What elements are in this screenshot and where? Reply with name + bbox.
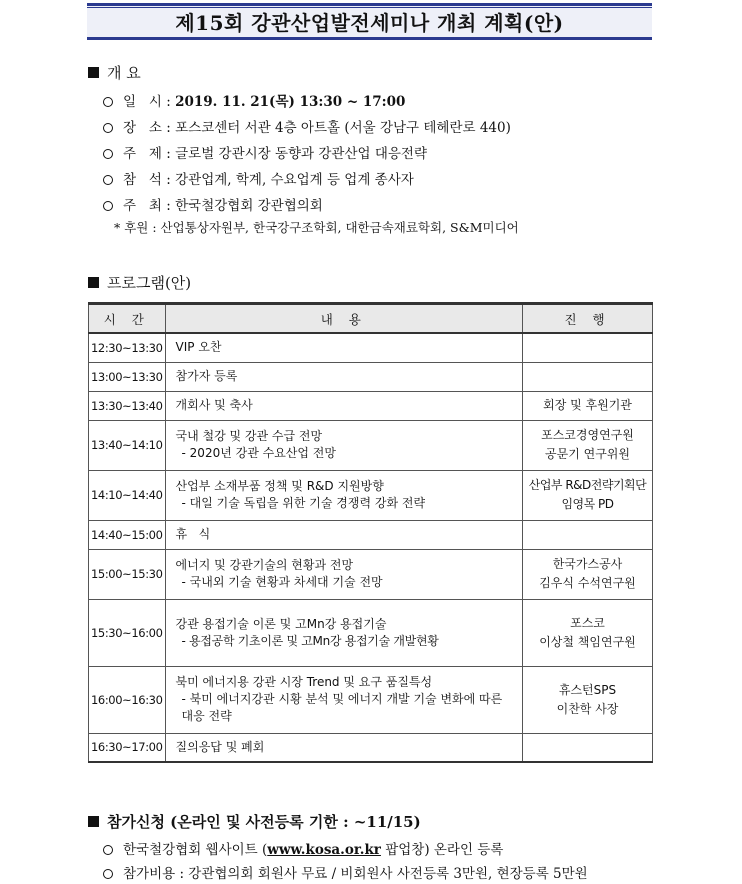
table-row: 13:00~13:30 참가자 등록 [89,362,653,391]
table-row: 15:30~16:00 강관 용접기술 이론 및 고Mn강 용접기술 - 용접공학 기초이론 및 고Mn강 용접기술 개발현황 포스코 이상철 책임연구원 [89,599,653,666]
table-row: 14:40~15:00 휴 식 [89,520,653,549]
circle-bullet-icon [103,123,113,133]
registration-heading: 참가신청 (온라인 및 사전등록 기한 : ~11/15) [88,811,421,832]
table-row: 16:00~16:30 북미 에너지용 강관 시장 Trend 및 요구 품질특성 - 북미 에너지강관 시황 분석 및 에너지 개발 기술 변화에 따른 대응 전략 휴스턴SPS 이찬학 사장 [89,666,653,733]
kosa-website-link[interactable]: www.kosa.or.kr [267,842,381,858]
header-time: 시 간 [89,304,166,334]
registration-online: 한국철강협회 웹사이트 (www.kosa.or.kr 팝업창) 온라인 등록 [103,838,503,858]
circle-bullet-icon [103,175,113,185]
overview-item-theme: 주 제 : 글로벌 강관시장 동향과 강관산업 대응전략 [103,142,427,162]
table-row: 14:10~14:40 산업부 소재부품 정책 및 R&D 지원방향 - 대일 기술 독립을 위한 기술 경쟁력 강화 전략 산업부 R&D전략기획단 임영목 PD [89,470,653,520]
circle-bullet-icon [103,845,113,855]
circle-bullet-icon [103,201,113,211]
program-heading: 프로그램(안) [88,272,191,293]
overview-item-place: 장 소 : 포스코센터 서관 4층 아트홀 (서울 강남구 테헤란로 440) [103,116,511,136]
table-row: 13:30~13:40 개회사 및 축사 회장 및 후원기관 [89,391,653,420]
square-bullet-icon [88,816,99,827]
page-title: 제15회 강관산업발전세미나 개최 계획(안) [87,3,652,40]
table-row: 15:00~15:30 에너지 및 강관기술의 현황과 전망 - 국내외 기술 현황과 차세대 기술 전망 한국가스공사 김우식 수석연구원 [89,549,653,599]
table-header-row [89,304,653,334]
circle-bullet-icon [103,869,113,879]
square-bullet-icon [88,67,99,78]
overview-item-date: 일 시 : 2019. 11. 21(목) 13:30 ~ 17:00 [103,90,405,110]
table-row: 13:40~14:10 국내 철강 및 강관 수급 전망 - 2020년 강관 수요산업 전망 포스코경영연구원 공문기 연구위원 [89,420,653,470]
table-row: 16:30~17:00 질의응답 및 폐회 [89,733,653,762]
square-bullet-icon [88,277,99,288]
table-row: 12:30~13:30 VIP 오찬 [89,333,653,362]
overview-item-attendees: 참 석 : 강관업계, 학계, 수요업계 등 업계 종사자 [103,168,414,188]
program-table [88,302,653,763]
circle-bullet-icon [103,97,113,107]
header-presenter: 진 행 [523,304,653,334]
overview-item-host: 주 최 : 한국철강협회 강관협의회 [103,194,323,214]
sponsor-note: * 후원 : 산업통상자원부, 한국강구조학회, 대한금속재료학회, S&M미디어 [114,220,519,235]
header-content: 내 용 [165,304,522,334]
circle-bullet-icon [103,149,113,159]
overview-heading: 개 요 [88,62,141,83]
registration-fee: 참가비용 : 강관협의회 회원사 무료 / 비회원사 사전등록 3만원, 현장등록 5만원 [103,862,588,882]
